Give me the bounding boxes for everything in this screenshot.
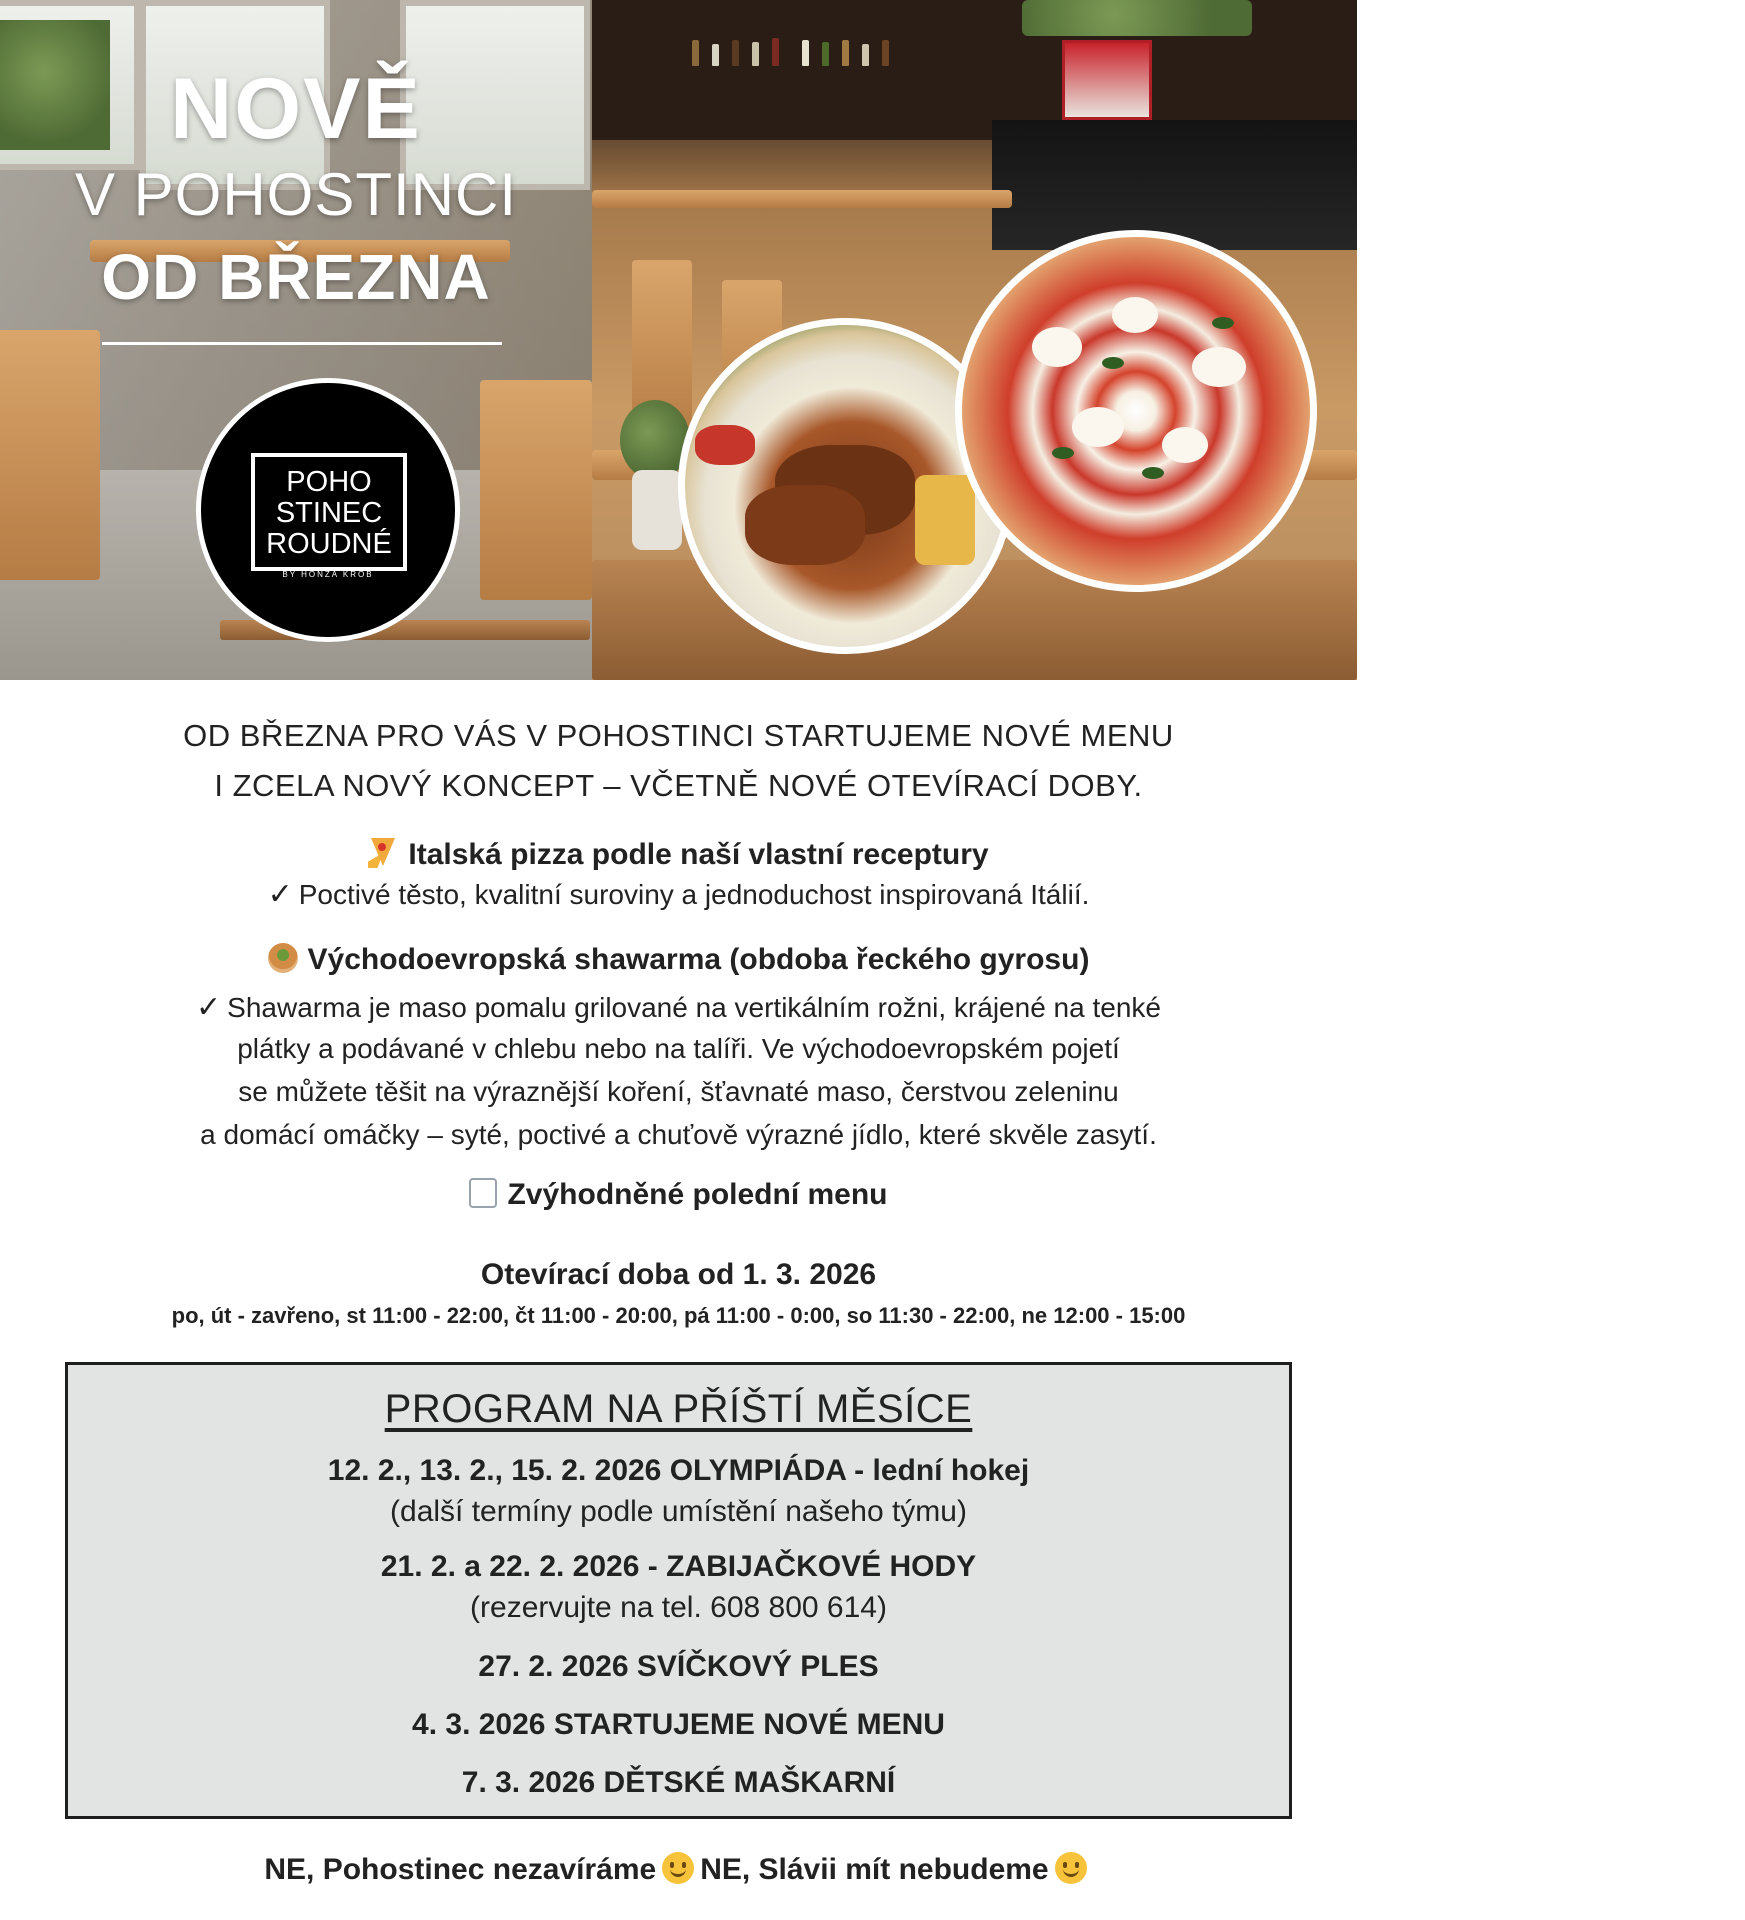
logo-line: ROUDNÉ bbox=[266, 528, 392, 560]
bar-logo-line: STINEC bbox=[1663, 181, 1733, 202]
logo-line: POHO bbox=[286, 466, 372, 498]
feature-heading-text: Italská pizza podle naší vlastní receptury bbox=[408, 838, 989, 871]
checkmark-icon: ✓ bbox=[267, 878, 293, 911]
fries-decor bbox=[915, 475, 975, 565]
table-decor bbox=[592, 190, 1012, 208]
feature-shawarma-text-1 bbox=[0, 990, 1357, 1025]
bar-counter-decor bbox=[992, 120, 1357, 250]
program-event-maskarni: 7. 3. 2026 DĚTSKÉ MAŠKARNÍ bbox=[461, 1766, 896, 1799]
hero-title-nove: NOVĚ bbox=[170, 61, 422, 157]
basil-decor bbox=[1102, 357, 1124, 369]
footer-note bbox=[0, 1852, 1357, 1887]
feature-pizza-text bbox=[0, 877, 1357, 912]
logo-line: STINEC bbox=[275, 497, 383, 529]
hero-divider bbox=[102, 342, 502, 345]
bar-logo-sign bbox=[1651, 154, 1745, 224]
program-event-olympiada: 12. 2., 13. 2., 15. 2. 2026 OLYMPIÁDA - lední hokej bbox=[327, 1454, 1030, 1487]
feature-text-line: Shawarma je maso pomalu grilované na vertikálním rožni, krájené na tenké bbox=[227, 992, 1161, 1023]
feature-heading-text: Zvýhodněné polední menu bbox=[507, 1178, 888, 1211]
hero-photo-dining-room bbox=[0, 0, 592, 680]
feature-lunch-heading bbox=[0, 1178, 1357, 1212]
intro-line-1: OD BŘEZNA PRO VÁS V POHOSTINCI STARTUJEME NOVÉ MENU bbox=[183, 718, 1174, 753]
pizza-icon bbox=[368, 838, 398, 868]
footer-text-1: NE, Pohostinec nezavíráme bbox=[264, 1853, 657, 1886]
feature-shawarma-text-4: a domácí omáčky – syté, poctivé a chuťově výrazné jídlo, které skvěle zasytí. bbox=[200, 1119, 1157, 1150]
program-title: PROGRAM NA PŘÍŠTÍ MĚSÍCE bbox=[384, 1387, 973, 1431]
bottle-decor bbox=[732, 40, 739, 66]
program-event-svickovy-ples: 27. 2. 2026 SVÍČKOVÝ PLES bbox=[478, 1650, 879, 1683]
plant-decor bbox=[1022, 0, 1252, 36]
logo-subtitle: BY HONZA KROB bbox=[282, 570, 374, 579]
bottle-decor bbox=[822, 42, 829, 66]
chair-decor bbox=[480, 380, 592, 600]
hero-title-v-pohostinci: V POHOSTINCI bbox=[74, 161, 518, 228]
bar-logo-line: POHO bbox=[1670, 161, 1726, 182]
smiley-icon bbox=[662, 1852, 694, 1884]
feature-text-line: Poctivé těsto, kvalitní suroviny a jednoduchost inspirovaná Itálií. bbox=[298, 879, 1090, 910]
cheese-decor bbox=[1162, 427, 1208, 463]
basil-decor bbox=[1052, 447, 1074, 459]
program-event-note: (rezervujte na tel. 608 800 614) bbox=[470, 1591, 887, 1624]
pohostinec-logo bbox=[196, 378, 460, 642]
checkmark-icon: ✓ bbox=[196, 991, 222, 1024]
feature-pizza-heading bbox=[0, 838, 1357, 872]
cheese-decor bbox=[1112, 297, 1158, 333]
feature-shawarma-text-3: se můžete těšit na výraznější koření, šťavnaté maso, čerstvou zeleninu bbox=[238, 1076, 1119, 1107]
cheese-decor bbox=[1032, 327, 1082, 367]
hero-title-od-brezna: OD BŘEZNA bbox=[101, 241, 491, 313]
wrap-icon bbox=[268, 943, 298, 973]
intro-line-2: I ZCELA NOVÝ KONCEPT – VČETNĚ NOVÉ OTEVÍRACÍ DOBY. bbox=[214, 768, 1143, 803]
pizza-photo bbox=[955, 230, 1317, 592]
vase-decor bbox=[632, 470, 682, 550]
cheese-decor bbox=[1072, 407, 1124, 447]
footer-text-2: NE, Slávii mít nebudeme bbox=[700, 1853, 1049, 1886]
basil-decor bbox=[1142, 467, 1164, 479]
bar-logo-line: ROUDNÉ bbox=[1656, 201, 1740, 222]
bottle-decor bbox=[772, 38, 779, 66]
feature-heading-text: Východoevropská shawarma (obdoba řeckého gyrosu) bbox=[307, 943, 1090, 976]
fridge-decor bbox=[1062, 40, 1152, 120]
feature-shawarma-text-2: plátky a podávané v chlebu nebo na talíři. Ve východoevropském pojetí bbox=[237, 1033, 1120, 1064]
bottle-decor bbox=[802, 40, 809, 66]
bottle-decor bbox=[862, 44, 869, 66]
fork-knife-icon bbox=[469, 1178, 497, 1208]
basil-decor bbox=[1212, 317, 1234, 329]
bottle-decor bbox=[842, 40, 849, 66]
logo-wordmark bbox=[251, 453, 407, 571]
program-event-zabijacka: 21. 2. a 22. 2. 2026 - ZABIJAČKOVÉ HODY bbox=[380, 1550, 977, 1583]
cheese-decor bbox=[1192, 347, 1246, 387]
smiley-icon bbox=[1055, 1852, 1087, 1884]
hero-banner bbox=[0, 0, 1740, 680]
bottle-decor bbox=[712, 44, 719, 66]
feature-shawarma-heading bbox=[0, 943, 1357, 977]
program-event-note: (další termíny podle umístění našeho týmu) bbox=[390, 1495, 967, 1528]
chair-decor bbox=[0, 330, 100, 580]
program-event-nove-menu: 4. 3. 2026 STARTUJEME NOVÉ MENU bbox=[412, 1708, 945, 1741]
bottle-decor bbox=[882, 40, 889, 66]
meat-decor bbox=[745, 485, 865, 565]
tomato-decor bbox=[695, 425, 755, 465]
bottle-decor bbox=[692, 40, 699, 66]
bottle-decor bbox=[752, 42, 759, 66]
program-box bbox=[65, 1362, 1292, 1819]
opening-hours-text: po, út - zavřeno, st 11:00 - 22:00, čt 11:00 - 20:00, pá 11:00 - 0:00, so 11:30 - 22:00, ne 12:00 - 15:00 bbox=[171, 1303, 1186, 1328]
opening-hours-heading: Otevírací doba od 1. 3. 2026 bbox=[480, 1258, 877, 1291]
